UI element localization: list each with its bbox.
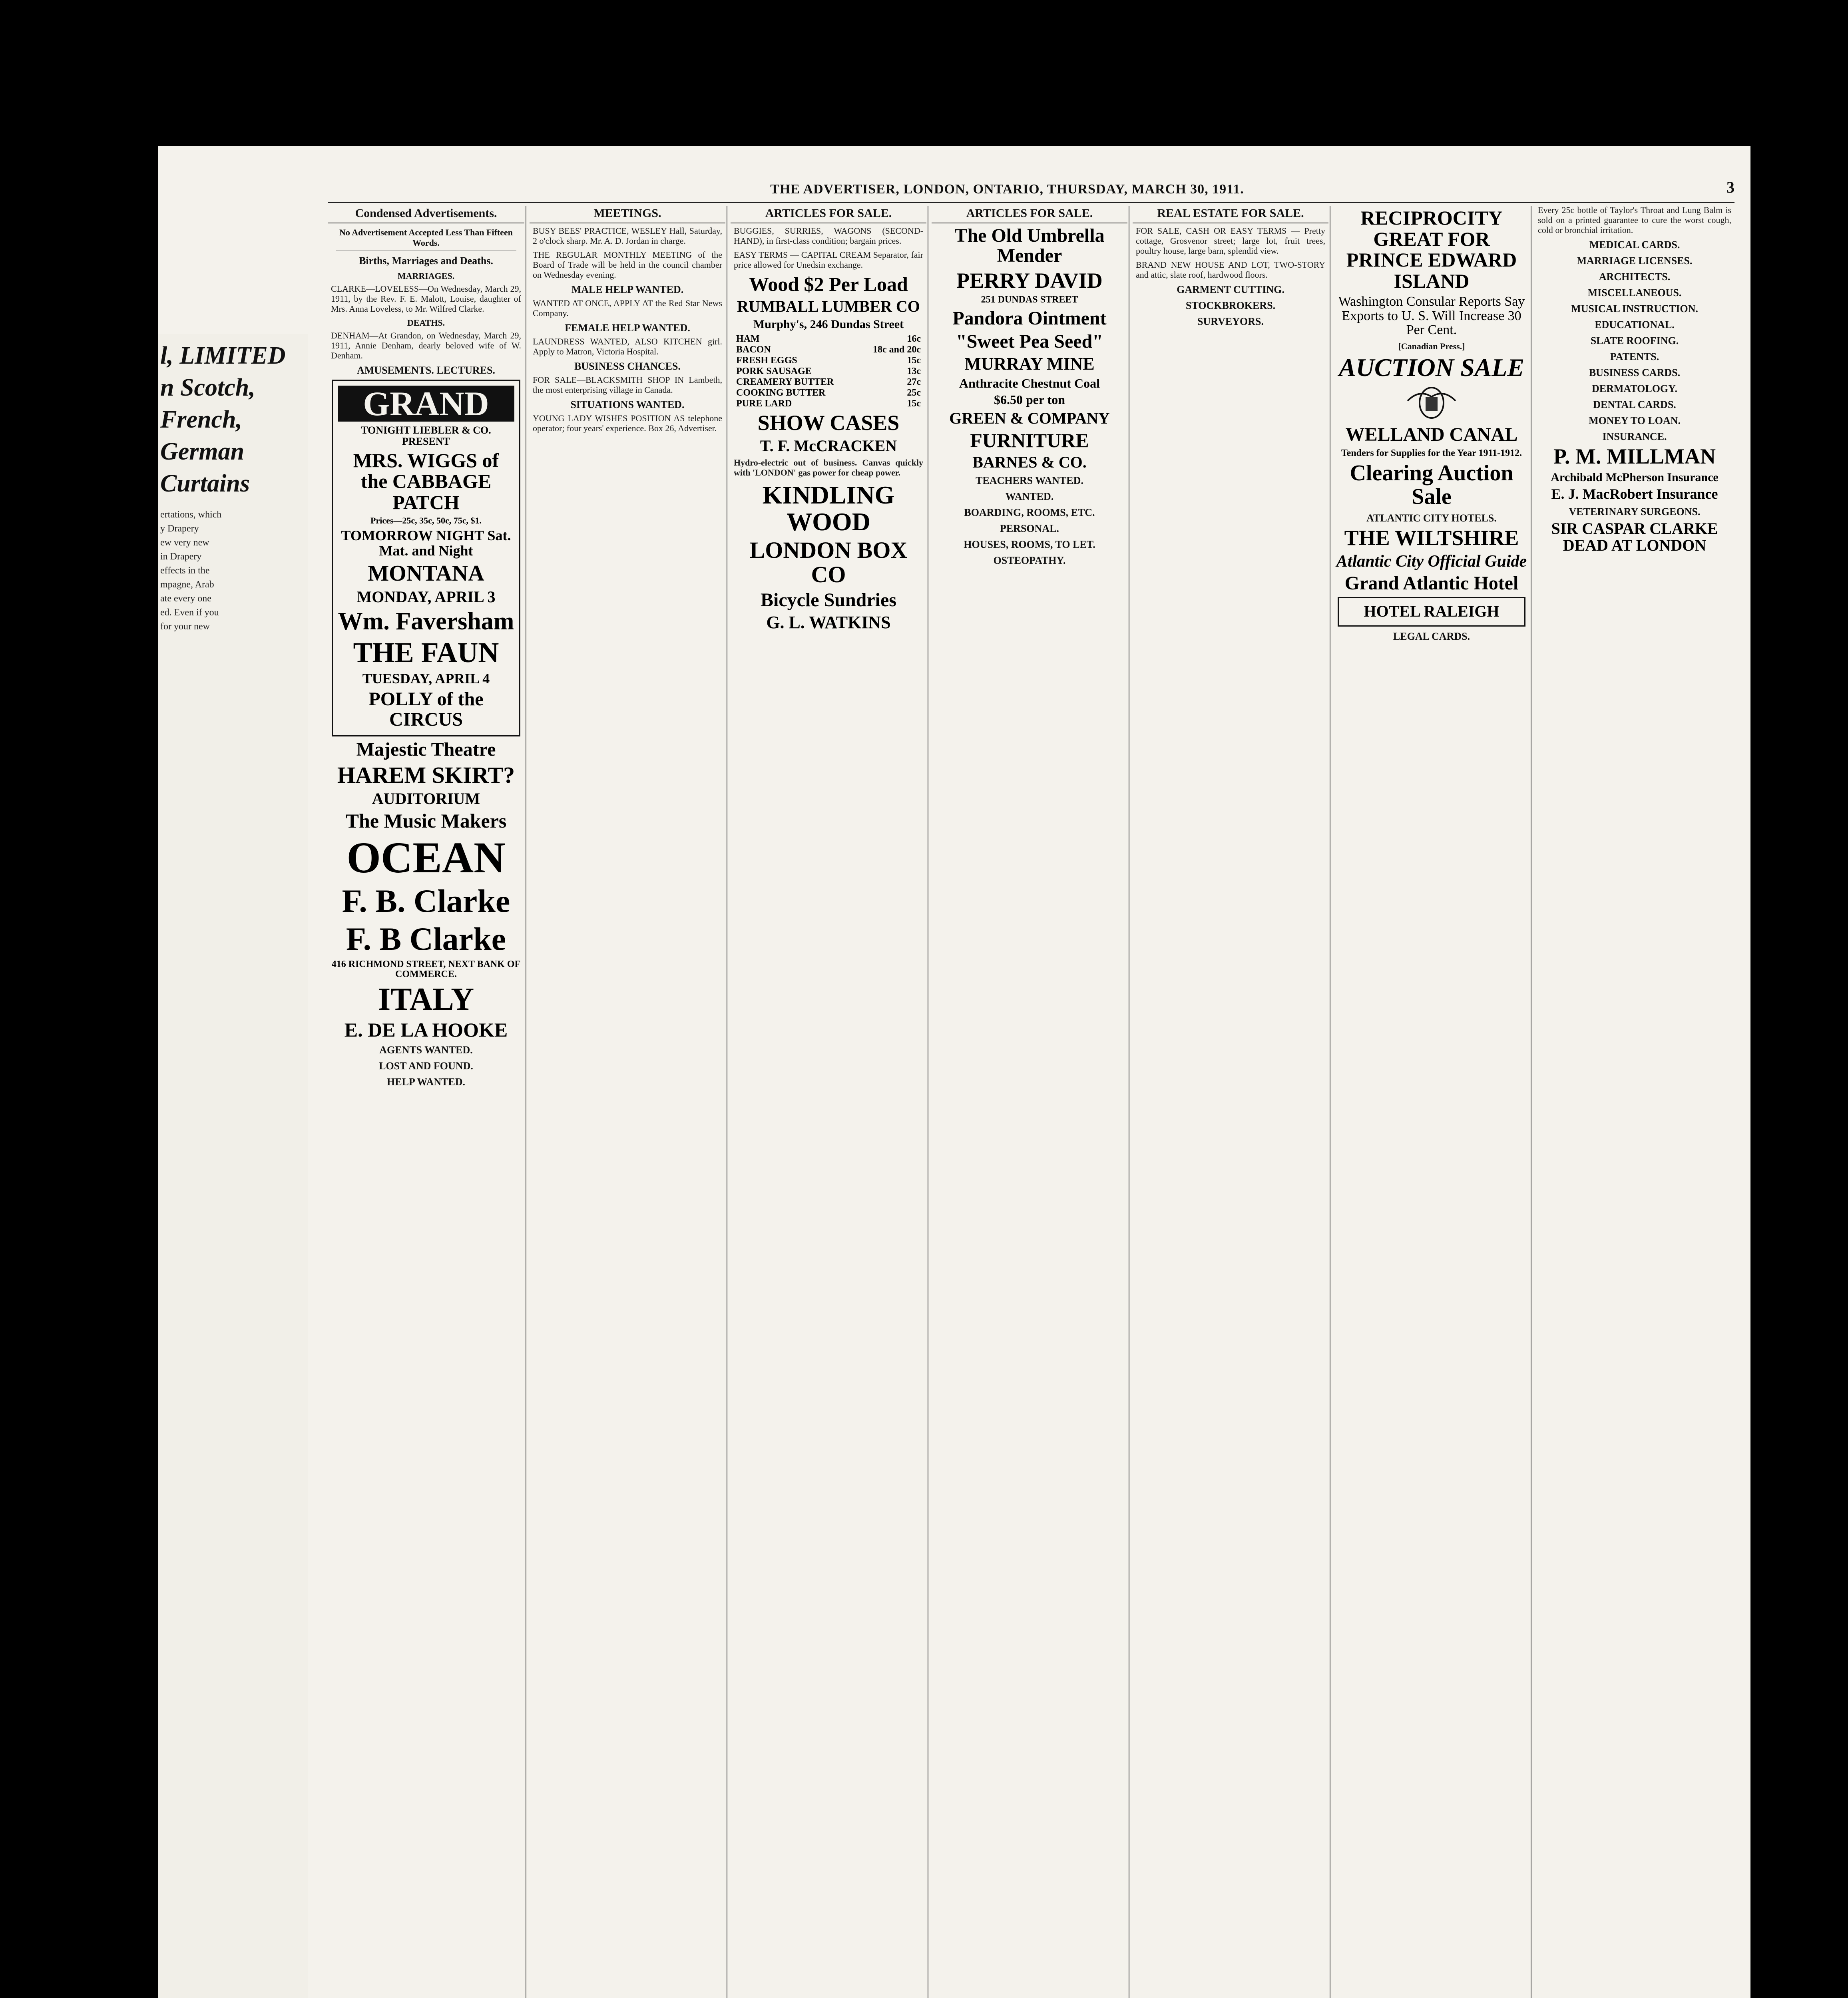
prices: Prices—25c, 35c, 50c, 75c, $1. xyxy=(370,515,482,526)
main-page xyxy=(312,146,1750,1998)
reciprocity-headline: RECIPROCITY GREAT FOR PRINCE EDWARD ISLAND xyxy=(1346,207,1517,292)
sub-heading: MARRIAGES. xyxy=(397,271,455,281)
column-heading: ARTICLES FOR SALE. xyxy=(731,205,926,223)
tomorrow: TOMORROW NIGHT Sat. Mat. and Night xyxy=(341,527,511,559)
grocery-price: 27c xyxy=(907,377,921,387)
column-heading: REAL ESTATE FOR SALE. xyxy=(1133,205,1328,223)
macrobert: E. J. MacRobert Insurance xyxy=(1551,486,1718,502)
ad-text: YOUNG LADY WISHES POSITION AS telephone operator; four years' experience. Box 26, Advertiser. xyxy=(533,413,722,433)
millman: P. M. MILLMAN xyxy=(1553,444,1716,468)
section-heading: SITUATIONS WANTED. xyxy=(570,399,685,410)
grocery-price: 16c xyxy=(907,334,921,344)
masthead-title: THE ADVERTISER, LONDON, ONTARIO, THURSDAY, MARCH 30, 1911. xyxy=(770,182,1244,197)
grocery-item: PORK SAUSAGE xyxy=(736,366,812,376)
anthracite: Anthracite Chestnut Coal xyxy=(959,376,1100,390)
column-real-estate xyxy=(1133,205,1328,1998)
section-heading: SURVEYORS. xyxy=(1197,316,1264,327)
mccracken-ad: T. F. McCRACKEN xyxy=(760,436,897,455)
column-heading: MEETINGS. xyxy=(530,205,725,223)
section-heading: MALE HELP WANTED. xyxy=(571,284,684,295)
washington-subhead: Washington Consular Reports Say Exports to U. S. Will Increase 30 Per Cent. xyxy=(1338,294,1525,338)
green-company: GREEN & COMPANY xyxy=(949,409,1110,427)
masthead-rule xyxy=(328,202,1734,203)
furniture-ad: FURNITURE xyxy=(970,429,1089,452)
section-heading: OSTEOPATHY. xyxy=(993,555,1066,567)
strip-line: l, LIMITED xyxy=(160,342,286,369)
hydro-ad: Hydro-electric out of business. Canvas quickly with 'LONDON' gas power for cheap power. xyxy=(734,457,923,478)
ad-text: LAUNDRESS WANTED, ALSO KITCHEN girl. Apply to Matron, Victoria Hospital. xyxy=(533,336,722,356)
ad-text: WANTED AT ONCE, APPLY AT the Red Star News Company. xyxy=(533,298,722,318)
raleigh-title: HOTEL RALEIGH xyxy=(1364,602,1500,620)
section-heading: FEMALE HELP WANTED. xyxy=(565,322,690,334)
grand-atlantic: Grand Atlantic Hotel xyxy=(1344,573,1519,594)
section-heading: MEDICAL CARDS. xyxy=(1589,239,1680,251)
grocery-row xyxy=(736,398,921,409)
de-la-hooke: E. DE LA HOOKE xyxy=(344,1018,508,1041)
ad-text: BUGGIES, SURRIES, WAGONS (SECOND-HAND), in first-class condition; bargain prices. xyxy=(734,226,923,246)
majestic-title: Majestic Theatre xyxy=(356,739,496,760)
grocery-row xyxy=(736,388,921,398)
section-heading: EDUCATIONAL. xyxy=(1595,319,1675,330)
showcases-ad: SHOW CASES xyxy=(757,411,900,435)
section-heading: SLATE ROOFING. xyxy=(1590,335,1679,346)
perry-address: 251 DUNDAS STREET xyxy=(981,295,1078,305)
section-heading: HOUSES, ROOMS, TO LET. xyxy=(964,539,1095,551)
sweet-pea-ad: "Sweet Pea Seed" xyxy=(956,331,1103,352)
faversham: Wm. Faversham xyxy=(338,607,514,635)
auction-title: AUCTION SALE xyxy=(1338,353,1525,382)
section-heading: TEACHERS WANTED. xyxy=(976,475,1083,487)
section-heading: INSURANCE. xyxy=(1602,431,1667,442)
section-heading: MISCELLANEOUS. xyxy=(1587,287,1682,299)
ad-text: BUSY BEES' PRACTICE, WESLEY Hall, Saturday, 2 o'clock sharp. Mr. A. D. Jordan in charge. xyxy=(533,226,722,246)
grand-title: GRAND xyxy=(338,386,514,422)
column-news xyxy=(1334,205,1529,1998)
section-heading: BUSINESS CHANCES. xyxy=(574,360,681,372)
strip-line: French, xyxy=(160,406,242,433)
section-heading: MARRIAGE LICENSES. xyxy=(1577,255,1693,267)
grocery-row xyxy=(736,355,921,366)
italy-title: ITALY xyxy=(378,981,474,1017)
faun-title: THE FAUN xyxy=(353,636,499,669)
macpherson: Archibald McPherson Insurance xyxy=(1551,470,1719,484)
notice-text: CLARKE—LOVELESS—On Wednesday, March 29, 1911, by the Rev. F. E. Malott, Louise, daughter of Mrs. Anna Loveless, to Mr. Wilfred Clarke. xyxy=(331,284,521,314)
notice: No Advertisement Accepted Less Than Fifteen Words. xyxy=(339,227,513,248)
grocery-list xyxy=(736,334,921,409)
wood-ad: Wood $2 Per Load xyxy=(749,273,908,295)
ad-text: EASY TERMS — CAPITAL CREAM Separator, fair price allowed for Unedsin exchange. xyxy=(734,250,923,270)
section-heading: ATLANTIC CITY HOTELS. xyxy=(1366,512,1497,524)
page-number: 3 xyxy=(1727,178,1734,196)
strip-text: for your new xyxy=(160,621,210,632)
section-heading: MONEY TO LOAN. xyxy=(1589,415,1681,426)
ad-text: BRAND NEW HOUSE AND LOT, TWO-STORY and attic, slate roof, hardwood floors. xyxy=(1136,260,1325,280)
section-heading: MUSICAL INSTRUCTION. xyxy=(1571,303,1698,314)
section-heading: Births, Marriages and Deaths. xyxy=(359,255,493,267)
rumball-ad: RUMBALL LUMBER CO xyxy=(737,297,920,315)
polly-title: POLLY of the CIRCUS xyxy=(368,689,484,730)
notice-text: DENHAM—At Grandon, on Wednesday, March 29, 1911, Annie Denham, dearly beloved wife of W. Denham. xyxy=(331,330,521,360)
column-heading: ARTICLES FOR SALE. xyxy=(932,205,1127,223)
grocery-item: CREAMERY BUTTER xyxy=(736,377,834,387)
section-heading: LEGAL CARDS. xyxy=(1393,630,1470,642)
strip-line: German xyxy=(160,438,245,465)
newspaper-page xyxy=(158,146,1750,1998)
perry-david: PERRY DAVID xyxy=(956,268,1103,293)
murray-mine: MURRAY MINE xyxy=(964,354,1095,374)
fb-clarke-2: F. B Clarke xyxy=(346,920,506,957)
section-heading: PERSONAL. xyxy=(1000,523,1059,535)
grocery-price: 15c xyxy=(907,398,921,409)
ad-text: FOR SALE, CASH OR EASY TERMS — Pretty cottage, Grosvenor street; large lot, fruit trees, poultry house, large barn, splendid view. xyxy=(1136,226,1325,256)
column-condensed-ads xyxy=(328,205,524,1998)
music-makers: The Music Makers xyxy=(345,810,507,832)
sub-heading: DEATHS. xyxy=(407,318,445,328)
bicycle-ad: Bicycle Sundries xyxy=(760,589,896,611)
strip-line: n Scotch, xyxy=(160,374,255,401)
section-heading: DENTAL CARDS. xyxy=(1593,399,1676,410)
strip-line: Curtains xyxy=(160,470,250,497)
tuesday: TUESDAY, APRIL 4 xyxy=(362,670,490,687)
murphy-ad: Murphy's, 246 Dundas Street xyxy=(753,317,904,331)
column-heading: Condensed Advertisements. xyxy=(328,205,524,223)
section-heading: HELP WANTED. xyxy=(386,1076,465,1088)
column-cards xyxy=(1535,205,1734,1998)
section-heading: AMUSEMENTS. LECTURES. xyxy=(356,364,495,376)
pandora-ad: Pandora Ointment xyxy=(952,307,1107,329)
section-heading: STOCKBROKERS. xyxy=(1185,300,1276,311)
press-credit: [Canadian Press.] xyxy=(1398,341,1465,352)
grand-ad xyxy=(332,380,520,736)
section-heading: GARMENT CUTTING. xyxy=(1177,284,1284,295)
wiltshire: THE WILTSHIRE xyxy=(1344,526,1519,550)
grocery-price: 15c xyxy=(907,355,921,366)
section-heading: BOARDING, ROOMS, ETC. xyxy=(964,507,1095,519)
coal-price: $6.50 per ton xyxy=(994,392,1065,407)
strip-text: in Drapery xyxy=(160,551,202,562)
grocery-price: 18c and 20c xyxy=(873,344,921,355)
section-heading: DERMATOLOGY. xyxy=(1591,383,1678,394)
section-heading: ARCHITECTS. xyxy=(1599,271,1671,283)
ad-text: THE REGULAR MONTHLY MEETING of the Board of Trade will be held in the council chamber on Wednesday evening. xyxy=(533,250,722,280)
column-articles-for-sale xyxy=(731,205,926,1998)
strip-text: ate every one xyxy=(160,593,211,604)
section-heading: AGENTS WANTED. xyxy=(379,1044,473,1056)
harem-title: HAREM SKIRT? xyxy=(337,762,515,788)
monday: MONDAY, APRIL 3 xyxy=(356,587,496,606)
grocery-item: COOKING BUTTER xyxy=(736,388,826,398)
kindling-ad: KINDLING WOOD xyxy=(762,480,895,536)
coat-of-arms-icon xyxy=(1404,385,1460,421)
grocery-row xyxy=(736,344,921,355)
strip-text: ew very new xyxy=(160,537,209,548)
welland-title: WELLAND CANAL xyxy=(1345,424,1518,446)
column-meetings xyxy=(530,205,725,1998)
section-heading: PATENTS. xyxy=(1610,351,1659,362)
wiggs-title: MRS. WIGGS of the CABBAGE PATCH xyxy=(353,449,499,513)
strip-text: y Drapery xyxy=(160,523,199,534)
raleigh-box xyxy=(1338,597,1525,627)
grocery-row xyxy=(736,377,921,388)
section-heading: BUSINESS CARDS. xyxy=(1589,367,1681,378)
atlantic-guide: Atlantic City Official Guide xyxy=(1336,552,1527,571)
section-heading: LOST AND FOUND. xyxy=(379,1060,473,1072)
grocery-price: 13c xyxy=(907,366,921,376)
grocery-row xyxy=(736,366,921,377)
umbrella-ad: The Old Umbrella Mender xyxy=(954,225,1105,267)
grocery-item: FRESH EGGS xyxy=(736,355,797,366)
left-page-edge xyxy=(158,334,308,1998)
london-box-ad: LONDON BOX CO xyxy=(749,537,908,587)
strip-text: mpagne, Arab xyxy=(160,579,214,590)
ad-text: Every 25c bottle of Taylor's Throat and Lung Balm is sold on a printed guarantee to cure the worst cough, cold or bronchial irritation. xyxy=(1538,205,1731,235)
auditorium-title: AUDITORIUM xyxy=(372,790,480,808)
grand-sub: TONIGHT LIEBLER & CO. PRESENT xyxy=(361,424,491,447)
clearing-auction: Clearing Auction Sale xyxy=(1350,460,1513,509)
grocery-item: BACON xyxy=(736,344,771,355)
montana-title: MONTANA xyxy=(368,561,484,586)
watkins-ad: G. L. WATKINS xyxy=(766,613,891,633)
strip-text: ertations, which xyxy=(160,509,222,520)
grocery-item: HAM xyxy=(736,334,760,344)
fb-address: 416 RICHMOND STREET, NEXT BANK OF COMMERCE. xyxy=(331,959,521,979)
ad-text: FOR SALE—BLACKSMITH SHOP IN Lambeth, the most enterprising village in Canada. xyxy=(533,375,722,395)
fb-clarke-1: F. B. Clarke xyxy=(342,883,510,919)
caspar-headline: SIR CASPAR CLARKE DEAD AT LONDON xyxy=(1551,519,1718,554)
grocery-price: 25c xyxy=(907,388,921,398)
section-heading: VETERINARY SURGEONS. xyxy=(1569,505,1701,517)
strip-text: ed. Even if you xyxy=(160,607,219,618)
ocean-title: OCEAN xyxy=(346,833,506,882)
column-articles-2 xyxy=(932,205,1127,1998)
grocery-row xyxy=(736,334,921,344)
strip-text: effects in the xyxy=(160,565,210,576)
section-heading: WANTED. xyxy=(1005,491,1054,503)
grocery-item: PURE LARD xyxy=(736,398,792,409)
tenders: Tenders for Supplies for the Year 1911-1912. xyxy=(1341,448,1522,458)
barnes-ad: BARNES & CO. xyxy=(972,453,1087,472)
